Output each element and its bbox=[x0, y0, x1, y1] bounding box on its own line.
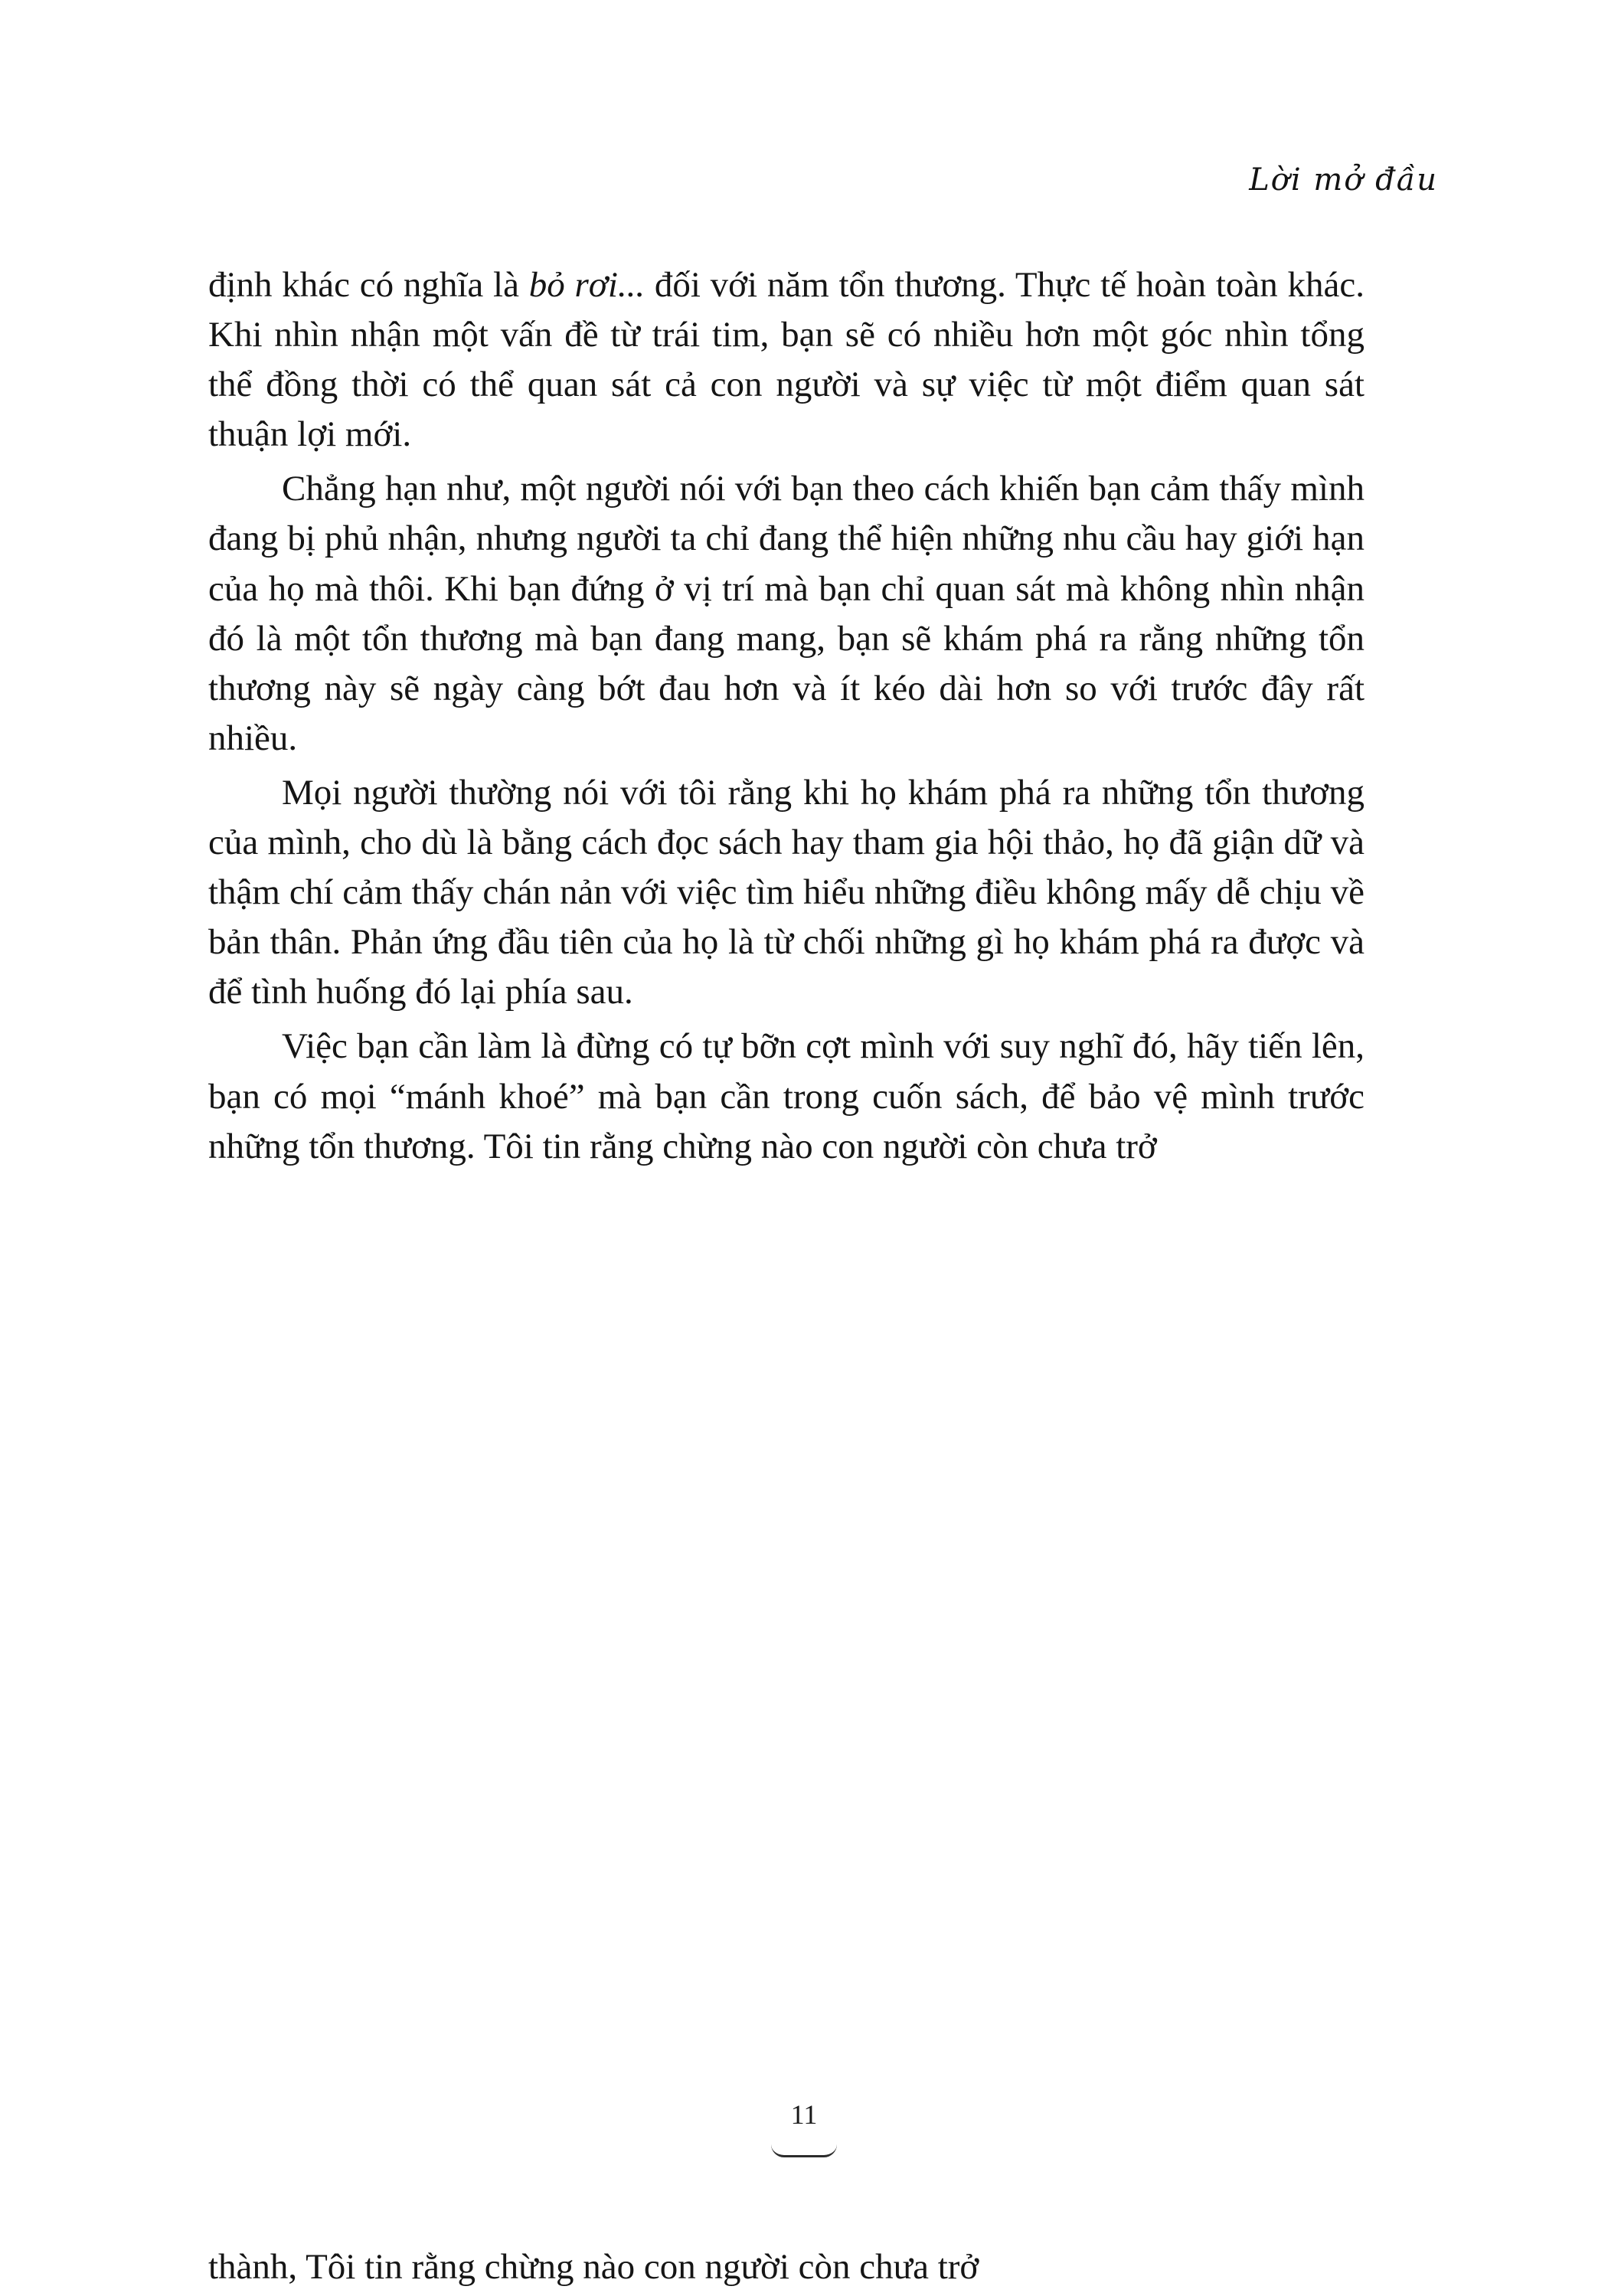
paragraph-1-emphasis: bỏ rơi... bbox=[528, 265, 645, 305]
paragraph-1-segment-1: định khác có nghĩa là bbox=[208, 265, 529, 305]
body-text-block bbox=[208, 260, 1365, 1176]
paragraph-4: Việc bạn cần làm là đừng có tự bỡn cợt mình với suy nghĩ đó, hãy tiến lên, bạn có mọi “mánh khoé” mà bạn cần trong cuốn sách, để bảo vệ mình trước những tổn thương. Tôi tin rằng chừng nào con người còn chưa trở bbox=[208, 1026, 1365, 1166]
paragraph-1-segment-3: đối với năm tổn thương. Thực tế hoàn toàn khác. Khi nhìn nhận một vấn đề từ trái tim, bạn sẽ có nhiều hơn một góc nhìn tổng thể đồng thời có thể quan sát cả con người và sự việc từ một điểm quan sát thuận lợi mới. bbox=[208, 265, 1365, 455]
folio-ornament bbox=[771, 2144, 837, 2157]
next-page-partial-line: thành, Tôi tin rằng chừng nào con người còn chưa trở bbox=[208, 2247, 979, 2287]
paragraph-1 bbox=[208, 260, 1365, 460]
running-head: Lời mở đầu bbox=[1249, 162, 1438, 198]
paragraph-3: Mọi người thường nói với tôi rằng khi họ khám phá ra những tổn thương của mình, cho dù là bằng cách đọc sách hay tham gia hội thảo, họ đã giận dữ và thậm chí cảm thấy chán nản với việc tìm hiểu những điều không mấy dễ chịu về bản thân. Phản ứng đầu tiên của họ là từ chối những gì họ khám phá ra được và để tình huống đó lại phía sau. bbox=[208, 772, 1365, 1012]
page-number: 11 bbox=[790, 2099, 818, 2130]
paragraph-2: Chẳng hạn như, một người nói với bạn theo cách khiến bạn cảm thấy mình đang bị phủ nhận, nhưng người ta chỉ đang thể hiện những nhu cầu hay giới hạn của họ mà thôi. Khi bạn đứng ở vị trí mà bạn chỉ quan sát mà không nhìn nhận đó là một tổn thương mà bạn đang mang, bạn sẽ khám phá ra rằng những tổn thương này sẽ ngày càng bớt đau hơn và ít kéo dài hơn so với trước đây rất nhiều. bbox=[208, 469, 1365, 758]
